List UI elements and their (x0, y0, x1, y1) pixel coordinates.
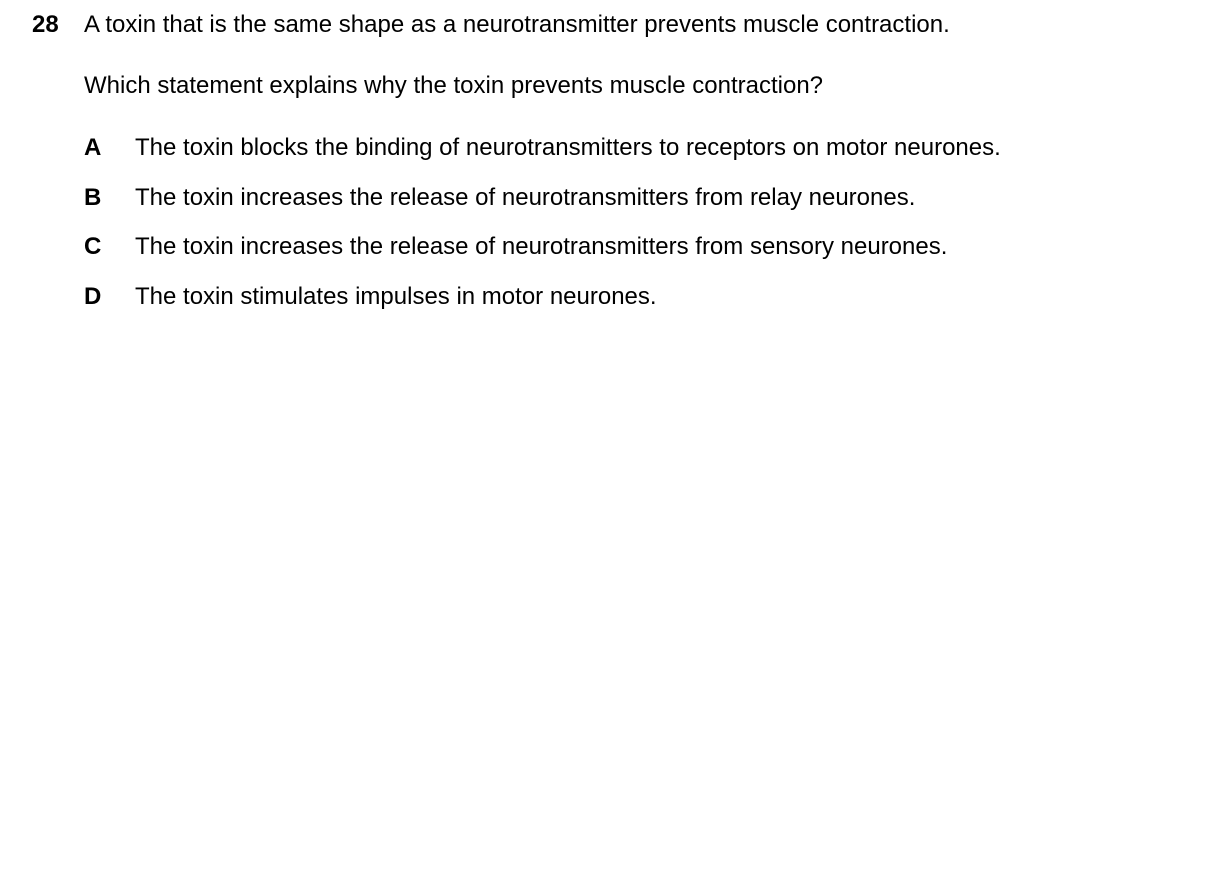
option-text: The toxin increases the release of neurotransmitters from relay neurones. (135, 184, 916, 211)
option-a[interactable] (0, 134, 1209, 164)
question-number: 28 (32, 11, 59, 38)
option-text: The toxin stimulates impulses in motor neurones. (135, 283, 657, 310)
option-letter: D (84, 283, 102, 310)
option-c[interactable] (0, 233, 1209, 263)
question-prompt: Which statement explains why the toxin prevents muscle contraction? (84, 72, 824, 99)
option-b[interactable] (0, 184, 1209, 214)
option-d[interactable] (0, 283, 1209, 313)
option-letter: A (84, 134, 102, 161)
option-text: The toxin increases the release of neurotransmitters from sensory neurones. (135, 233, 948, 260)
option-letter: C (84, 233, 102, 260)
option-letter: B (84, 184, 102, 211)
option-text: The toxin blocks the binding of neurotransmitters to receptors on motor neurones. (135, 134, 1001, 161)
question-stem: A toxin that is the same shape as a neurotransmitter prevents muscle contraction. (84, 11, 950, 38)
